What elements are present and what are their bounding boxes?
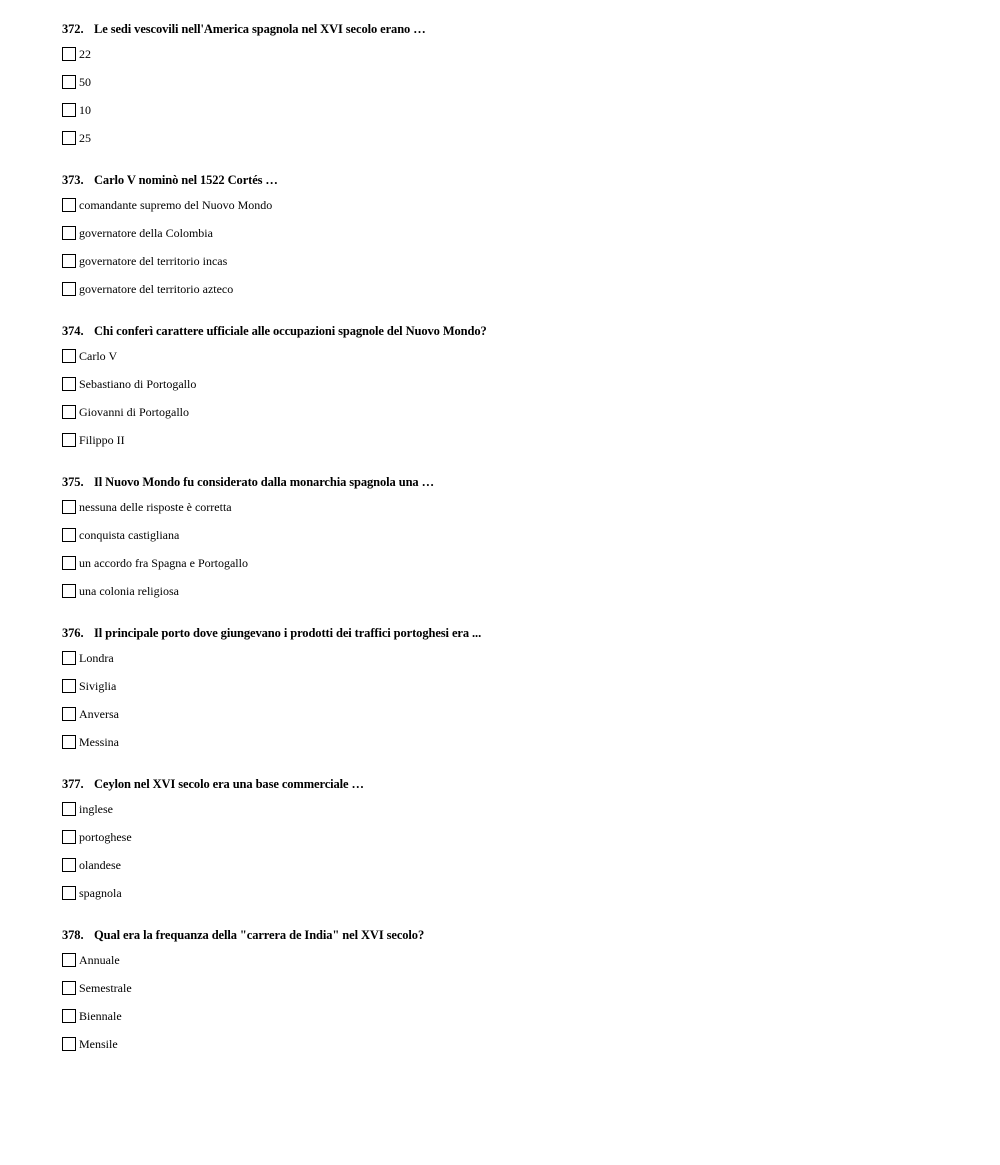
question-text: Ceylon nel XVI secolo era una base commerciale …: [94, 777, 364, 791]
question-number: 377.: [62, 777, 84, 791]
answer-option[interactable]: [62, 549, 962, 577]
answer-label: Annuale: [79, 953, 120, 967]
question-text: Il Nuovo Mondo fu considerato dalla monarchia spagnola una …: [94, 475, 435, 489]
question-number: 372.: [62, 22, 84, 36]
question-text: Il principale porto dove giungevano i prodotti dei traffici portoghesi era ...: [94, 626, 482, 640]
answer-option[interactable]: [62, 247, 962, 275]
question-text: Le sedi vescovili nell'America spagnola nel XVI secolo erano …: [94, 22, 426, 36]
question-title: [62, 471, 962, 493]
answer-checkbox[interactable]: [62, 75, 76, 89]
question-number: 373.: [62, 173, 84, 187]
answer-options: [62, 644, 962, 756]
question-title: [62, 622, 962, 644]
answer-label: un accordo fra Spagna e Portogallo: [79, 556, 248, 570]
question-number: 376.: [62, 626, 84, 640]
answer-option[interactable]: [62, 879, 962, 907]
answer-option[interactable]: [62, 1002, 962, 1030]
question-378: [62, 924, 962, 1075]
question-number: 374.: [62, 324, 84, 338]
question-number: 378.: [62, 928, 84, 942]
answer-label: Semestrale: [79, 981, 132, 995]
question-number: 375.: [62, 475, 84, 489]
answer-label: Sebastiano di Portogallo: [79, 377, 197, 391]
answer-label: Filippo II: [79, 433, 125, 447]
answer-option[interactable]: [62, 795, 962, 823]
answer-label: 10: [79, 103, 91, 117]
answer-options: [62, 191, 962, 303]
answer-checkbox[interactable]: [62, 103, 76, 117]
question-377: [62, 773, 962, 924]
answer-option[interactable]: [62, 219, 962, 247]
answer-label: 22: [79, 47, 91, 61]
answer-label: governatore del territorio azteco: [79, 282, 234, 296]
answer-checkbox[interactable]: [62, 349, 76, 363]
answer-label: una colonia religiosa: [79, 584, 179, 598]
question-text: Qual era la frequanza della "carrera de India" nel XVI secolo?: [94, 928, 425, 942]
answer-option[interactable]: [62, 40, 962, 68]
answer-option[interactable]: [62, 728, 962, 756]
answer-checkbox[interactable]: [62, 1037, 76, 1051]
answer-label: 50: [79, 75, 91, 89]
answer-label: governatore del territorio incas: [79, 254, 228, 268]
answer-checkbox[interactable]: [62, 1009, 76, 1023]
answer-options: [62, 946, 962, 1058]
answer-checkbox[interactable]: [62, 830, 76, 844]
question-title: [62, 773, 962, 795]
question-375: [62, 471, 962, 622]
answer-label: Anversa: [79, 707, 119, 721]
answer-label: inglese: [79, 802, 113, 816]
question-374: [62, 320, 962, 471]
question-title: [62, 18, 962, 40]
answer-option[interactable]: [62, 672, 962, 700]
question-373: [62, 169, 962, 320]
answer-label: governatore della Colombia: [79, 226, 213, 240]
answer-label: Carlo V: [79, 349, 118, 363]
answer-label: 25: [79, 131, 91, 145]
answer-options: [62, 493, 962, 605]
answer-option[interactable]: [62, 700, 962, 728]
answer-checkbox[interactable]: [62, 981, 76, 995]
answer-option[interactable]: [62, 426, 962, 454]
answer-option[interactable]: [62, 1030, 962, 1058]
answer-checkbox[interactable]: [62, 802, 76, 816]
answer-option[interactable]: [62, 946, 962, 974]
answer-option[interactable]: [62, 974, 962, 1002]
answer-checkbox[interactable]: [62, 679, 76, 693]
answer-checkbox[interactable]: [62, 500, 76, 514]
question-title: [62, 169, 962, 191]
answer-option[interactable]: [62, 191, 962, 219]
answer-option[interactable]: [62, 644, 962, 672]
answer-checkbox[interactable]: [62, 131, 76, 145]
question-text: Carlo V nominò nel 1522 Cortés …: [94, 173, 278, 187]
answer-label: Messina: [79, 735, 119, 749]
answer-checkbox[interactable]: [62, 528, 76, 542]
answer-label: portoghese: [79, 830, 132, 844]
answer-checkbox[interactable]: [62, 556, 76, 570]
answer-option[interactable]: [62, 823, 962, 851]
answer-checkbox[interactable]: [62, 47, 76, 61]
answer-option[interactable]: [62, 370, 962, 398]
answer-checkbox[interactable]: [62, 953, 76, 967]
answer-label: Londra: [79, 651, 114, 665]
answer-option[interactable]: [62, 275, 962, 303]
answer-checkbox[interactable]: [62, 377, 76, 391]
answer-checkbox[interactable]: [62, 886, 76, 900]
answer-option[interactable]: [62, 342, 962, 370]
answer-checkbox[interactable]: [62, 433, 76, 447]
answer-checkbox[interactable]: [62, 254, 76, 268]
answer-checkbox[interactable]: [62, 584, 76, 598]
answer-option[interactable]: [62, 398, 962, 426]
answer-option[interactable]: [62, 68, 962, 96]
answer-label: Mensile: [79, 1037, 118, 1051]
answer-label: olandese: [79, 858, 121, 872]
answer-checkbox[interactable]: [62, 651, 76, 665]
answer-options: [62, 342, 962, 454]
answer-label: Giovanni di Portogallo: [79, 405, 189, 419]
question-376: [62, 622, 962, 773]
answer-label: spagnola: [79, 886, 122, 900]
answer-option[interactable]: [62, 851, 962, 879]
question-title: [62, 320, 962, 342]
answer-label: comandante supremo del Nuovo Mondo: [79, 198, 273, 212]
answer-option[interactable]: [62, 96, 962, 124]
answer-option[interactable]: [62, 124, 962, 152]
answer-label: conquista castigliana: [79, 528, 180, 542]
quiz-page: [62, 18, 962, 1075]
answer-option[interactable]: [62, 493, 962, 521]
question-text: Chi conferì carattere ufficiale alle occupazioni spagnole del Nuovo Mondo?: [94, 324, 487, 338]
answer-label: Siviglia: [79, 679, 117, 693]
answer-options: [62, 795, 962, 907]
answer-checkbox[interactable]: [62, 707, 76, 721]
answer-checkbox[interactable]: [62, 858, 76, 872]
answer-checkbox[interactable]: [62, 735, 76, 749]
answer-options: [62, 40, 962, 152]
answer-checkbox[interactable]: [62, 198, 76, 212]
answer-label: nessuna delle risposte è corretta: [79, 500, 232, 514]
question-title: [62, 924, 962, 946]
answer-checkbox[interactable]: [62, 226, 76, 240]
answer-option[interactable]: [62, 521, 962, 549]
answer-label: Biennale: [79, 1009, 122, 1023]
answer-checkbox[interactable]: [62, 282, 76, 296]
answer-checkbox[interactable]: [62, 405, 76, 419]
question-372: [62, 18, 962, 169]
answer-option[interactable]: [62, 577, 962, 605]
